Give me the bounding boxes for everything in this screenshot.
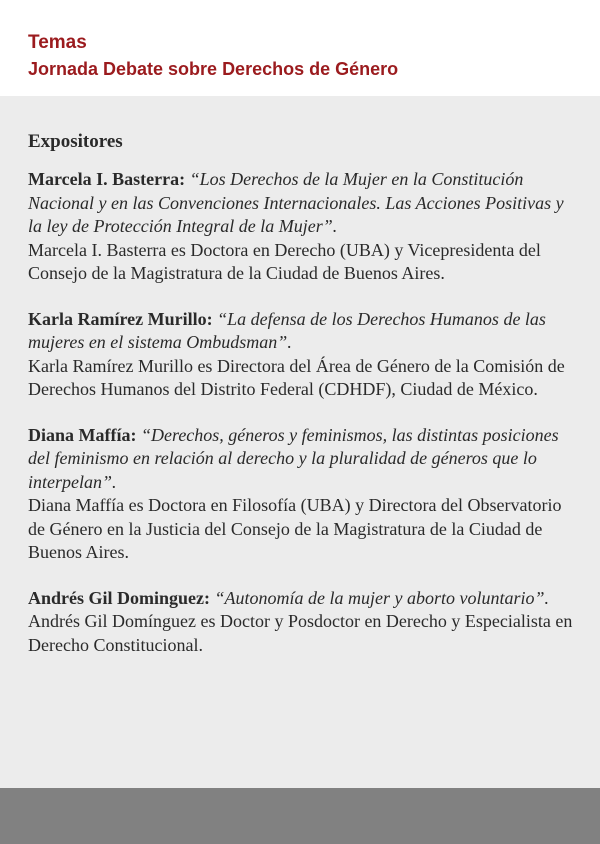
section-title: Expositores (28, 131, 123, 152)
talk-title: “Los Derechos de la Mujer en la Constitución Nacional y en las Convenciones Internacionales. Las Acciones Positivas y la ley de Protección Integral de la Mujer”. (28, 169, 564, 236)
speaker-entry (28, 308, 578, 402)
speaker-bio: Andrés Gil Domínguez es Doctor y Posdoctor en Derecho y Especialista en Derecho Constitucional. (28, 611, 573, 655)
speaker-entry (28, 587, 578, 658)
speaker-name: Karla Ramírez Murillo: (28, 308, 213, 329)
talk-title: “La defensa de los Derechos Humanos de las mujeres en el sistema Ombudsman”. (28, 308, 546, 352)
speaker-bio: Karla Ramírez Murillo es Directora del Área de Género de la Comisión de Derechos Humanos del Distrito Federal (CDHDF), Ciudad de México. (28, 355, 565, 399)
talk-title: “Autonomía de la mujer y aborto voluntario”. (214, 587, 549, 608)
speaker-entry (28, 168, 578, 286)
page-title: Temas (28, 32, 87, 53)
content-panel (0, 96, 600, 788)
speaker-entry (28, 424, 578, 565)
page-header (0, 0, 600, 96)
speaker-name: Andrés Gil Dominguez: (28, 587, 210, 608)
speaker-name: Marcela I. Basterra: (28, 169, 186, 189)
talk-title: “Derechos, géneros y feminismos, las distintas posiciones del feminismo en relación al derecho y la pluralidad de géneros que lo interpelan”. (28, 424, 559, 492)
page-subtitle: Jornada Debate sobre Derechos de Género (28, 59, 399, 79)
speakers-section (28, 130, 578, 679)
speaker-name: Diana Maffía: (28, 424, 137, 445)
footer-bar (0, 788, 600, 844)
speaker-bio: Diana Maffía es Doctora en Filosofía (UBA) y Directora del Observatorio de Género en la Justicia del Consejo de la Magistratura de la Ciudad de Buenos Aires. (28, 495, 562, 562)
speaker-bio: Marcela I. Basterra es Doctora en Derecho (UBA) y Vicepresidenta del Consejo de la Magistratura de la Ciudad de Buenos Aires. (28, 239, 541, 283)
